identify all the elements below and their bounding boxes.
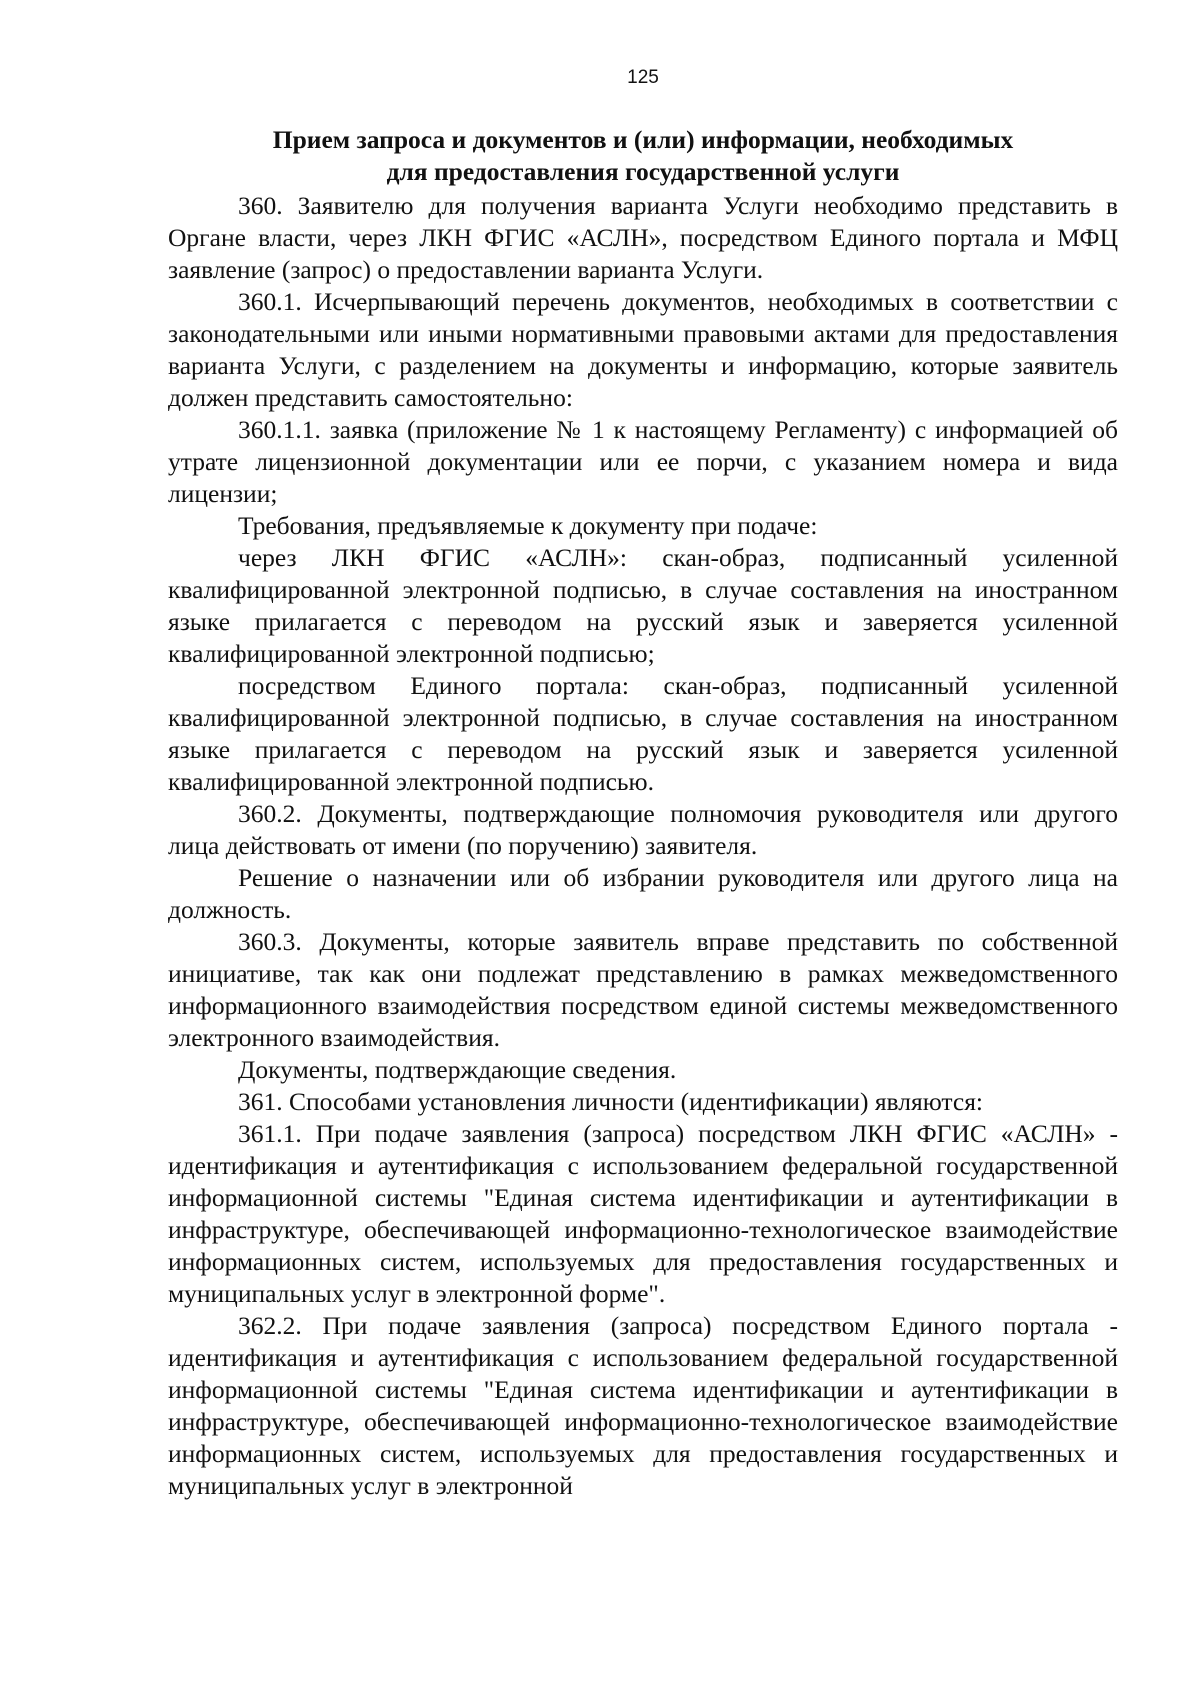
paragraph-361: 361. Способами установления личности (идентификации) являются: xyxy=(238,1087,984,1116)
paragraph-requirements: Требования, предъявляемые к документу при подаче: xyxy=(238,511,818,540)
section-heading-line-1: Прием запроса и документов и (или) информации, необходимых xyxy=(272,125,1014,154)
paragraph-360: 360. Заявителю для получения варианта Услуги необходимо представить в Органе власти, через ЛКН ФГИС «АСЛН», посредством Единого портала и МФЦ заявление (запрос) о предоставлении варианта Услуги. xyxy=(168,191,1118,284)
paragraph-appointment-decision: Решение о назначении или об избрании руководителя или другого лица на должность. xyxy=(168,863,1118,924)
paragraph-362-2: 362.2. При подаче заявления (запроса) посредством Единого портала - идентификация и аутентификация с использованием федеральной государственной информационной системы "Единая система идентификации и аутентификации в инфраструктуре, обеспечивающей информационно-технологическое взаимодействие информационных систем, используемых для предоставления государственных и муниципальных услуг в электронной xyxy=(168,1311,1118,1500)
paragraph-360-1-1: 360.1.1. заявка (приложение № 1 к настоящему Регламенту) с информацией об утрате лицензионной документации или ее порчи, с указанием номера и вида лицензии; xyxy=(168,415,1118,508)
paragraph-360-1: 360.1. Исчерпывающий перечень документов, необходимых в соответствии с законодательными или иными нормативными правовыми актами для предоставления варианта Услуги, с разделением на документы и информацию, которые заявитель должен представить самостоятельно: xyxy=(168,287,1118,412)
section-heading-line-2: для предоставления государственной услуги xyxy=(386,157,900,186)
paragraph-via-lkn: через ЛКН ФГИС «АСЛН»: скан-образ, подписанный усиленной квалифицированной электронной подписью, в случае составления на иностранном языке прилагается с переводом на русский язык и заверяется усиленной квалифицированной электронной подписью; xyxy=(168,543,1118,668)
paragraph-360-2: 360.2. Документы, подтверждающие полномочия руководителя или другого лица действовать от имени (по поручению) заявителя. xyxy=(168,799,1118,860)
paragraph-361-1: 361.1. При подаче заявления (запроса) посредством ЛКН ФГИС «АСЛН» - идентификация и аутентификация с использованием федеральной государственной информационной системы "Единая система идентификации и аутентификации в инфраструктуре, обеспечивающей информационно-технологическое взаимодействие информационных систем, используемых для предоставления государственных и муниципальных услуг в электронной форме". xyxy=(168,1119,1118,1308)
paragraph-via-portal: посредством Единого портала: скан-образ, подписанный усиленной квалифицированной электронной подписью, в случае составления на иностранном языке прилагается с переводом на русский язык и заверяется усиленной квалифицированной электронной подписью. xyxy=(168,671,1118,796)
page-number: 125 xyxy=(627,67,659,88)
section-heading xyxy=(168,124,1118,188)
paragraph-360-3: 360.3. Документы, которые заявитель вправе представить по собственной инициативе, так как они подлежат представлению в рамках межведомственного информационного взаимодействия посредством единой системы межведомственного электронного взаимодействия. xyxy=(168,927,1118,1052)
paragraph-confirming-documents: Документы, подтверждающие сведения. xyxy=(238,1055,677,1084)
